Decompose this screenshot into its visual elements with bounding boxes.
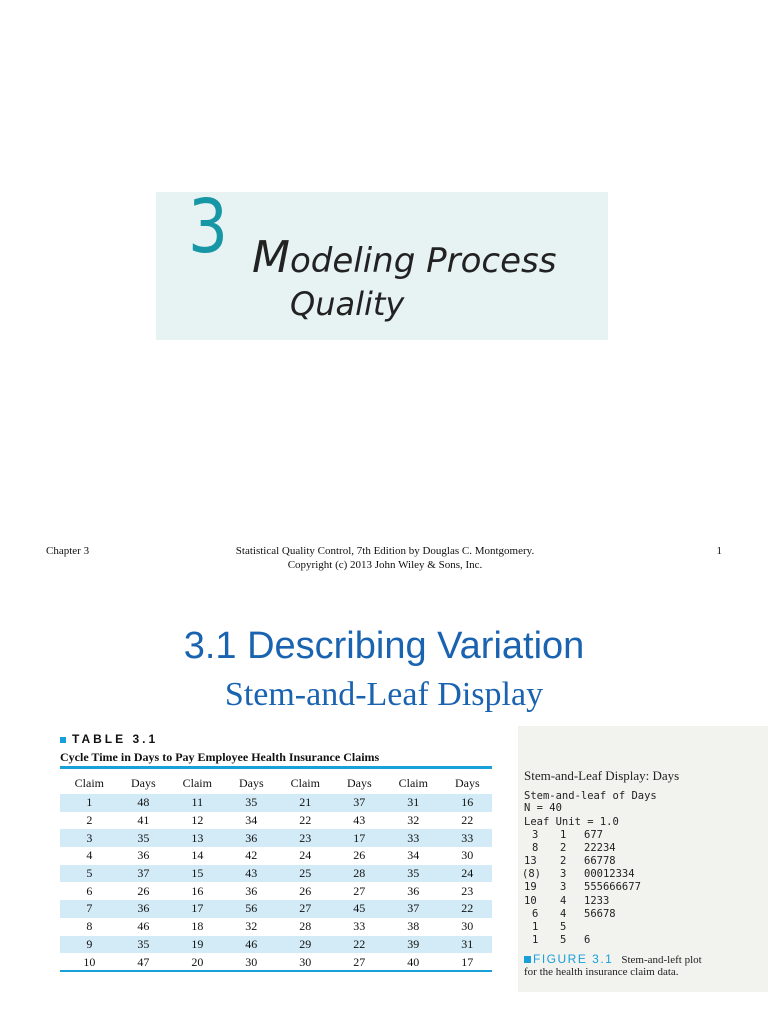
figure-label-marker: [524, 956, 531, 963]
claim-cell: 23: [276, 829, 335, 847]
stem-leaf-count: 3: [532, 829, 539, 841]
claim-cell: 24: [299, 848, 312, 863]
claim-cell: 30: [299, 954, 312, 969]
days-cell: 17: [335, 829, 384, 847]
claim-cell: 22: [299, 813, 312, 828]
days-cell: 34: [245, 813, 258, 828]
claim-cell: 2: [86, 813, 93, 828]
stem-leaf-stem: 3: [560, 881, 567, 894]
footer-citation: [160, 544, 610, 572]
footer-page-number: 1: [716, 545, 722, 557]
claim-cell: 6: [86, 883, 93, 898]
table-header-cell: Claim: [398, 775, 428, 790]
figure-label: FIGURE 3.1 Stem-and-left plot: [524, 952, 702, 966]
claim-cell: 15: [168, 865, 227, 883]
days-cell: 47: [137, 954, 150, 969]
claim-cell: 11: [168, 794, 227, 812]
days-cell: 56: [227, 900, 276, 918]
stem-leaf-count: 6: [532, 907, 539, 920]
claim-cell: 26: [299, 883, 312, 898]
days-cell: 22: [335, 936, 384, 954]
days-cell: 35: [119, 936, 168, 954]
claim-cell: 28: [299, 919, 312, 934]
claim-cell: 9: [60, 936, 119, 954]
stem-leaf-leaves: 56678: [584, 907, 616, 920]
table-header-cell: Claim: [290, 775, 320, 790]
stem-leaf-count: 19: [524, 881, 537, 894]
claim-cell: 4: [86, 848, 93, 863]
days-cell: 33: [443, 829, 492, 847]
stem-leaf-leaves: 677: [584, 829, 603, 841]
days-cell: 27: [353, 954, 366, 969]
days-cell: 37: [119, 865, 168, 883]
table-caption: Cycle Time in Days to Pay Employee Health Insurance Claims: [60, 750, 380, 764]
days-cell: 36: [119, 900, 168, 918]
days-cell: 46: [227, 936, 276, 954]
claim-cell: 1: [60, 794, 119, 812]
table-label-marker: [60, 737, 66, 743]
stem-leaf-count: 10: [524, 894, 537, 907]
stem-leaf-count: 1: [532, 933, 539, 946]
claim-cell: 10: [83, 954, 96, 969]
days-cell: 26: [137, 883, 150, 898]
table-top-rule: [60, 766, 492, 769]
stem-leaf-count: (8): [522, 868, 541, 881]
claim-cell: 35: [384, 865, 443, 883]
stem-leaf-leaves: 22234: [584, 842, 616, 855]
chapter-title-rest: odeling Process: [289, 241, 557, 281]
claim-cell: 5: [60, 865, 119, 883]
footer-chapter: Chapter 3: [46, 545, 90, 557]
claim-cell: 16: [191, 883, 204, 898]
stem-leaf-leaves: 6: [584, 933, 591, 946]
stem-leaf-stem: 4: [560, 894, 567, 907]
days-cell: 30: [245, 954, 258, 969]
days-cell: 32: [245, 919, 258, 934]
table-row: [60, 812, 492, 830]
days-cell: 22: [443, 900, 492, 918]
days-cell: 36: [137, 848, 150, 863]
days-cell: 45: [335, 900, 384, 918]
claim-cell: 18: [191, 919, 204, 934]
stem-leaf-stem: 4: [560, 907, 567, 920]
days-cell: 36: [227, 829, 276, 847]
table-header-cell: Claim: [182, 775, 212, 790]
table-row: [60, 953, 492, 971]
stem-leaf-stem: 3: [560, 868, 567, 881]
claim-cell: 7: [60, 900, 119, 918]
table-label: TABLE 3.1: [60, 732, 158, 746]
claims-table: [60, 772, 492, 971]
table-header-cell: Days: [454, 775, 480, 790]
claim-cell: 20: [191, 954, 204, 969]
table-header-cell: Claim: [74, 775, 104, 790]
stem-leaf-leaves: 00012334: [584, 868, 635, 881]
stem-leaf-count: 13: [524, 855, 537, 868]
days-cell: 30: [461, 919, 474, 934]
claim-cell: 17: [168, 900, 227, 918]
stem-leaf-leaves: 1233: [584, 894, 610, 907]
table-header-cell: Days: [346, 775, 372, 790]
claim-cell: 27: [276, 900, 335, 918]
table-row: [60, 847, 492, 865]
days-cell: 42: [245, 848, 258, 863]
claim-cell: 29: [276, 936, 335, 954]
figure-caption-line2: for the health insurance claim data.: [524, 966, 679, 978]
claim-cell: 14: [191, 848, 204, 863]
claim-cell: 31: [384, 794, 443, 812]
stem-leaf-leaves: 66778: [584, 855, 616, 868]
claim-cell: 38: [407, 919, 420, 934]
footer-citation-line2: Copyright (c) 2013 John Wiley & Sons, Inc.: [287, 559, 483, 571]
claim-cell: 36: [407, 883, 420, 898]
table-row: [60, 936, 492, 954]
days-cell: 37: [335, 794, 384, 812]
table-row: [60, 794, 492, 812]
claim-cell: 19: [168, 936, 227, 954]
days-cell: 36: [245, 883, 258, 898]
days-cell: 43: [353, 813, 366, 828]
chapter-number: 3: [188, 184, 227, 270]
claim-cell: 21: [276, 794, 335, 812]
days-cell: 26: [353, 848, 366, 863]
table-row: [60, 829, 492, 847]
claim-cell: 40: [407, 954, 420, 969]
claim-cell: 12: [191, 813, 204, 828]
days-cell: 35: [227, 794, 276, 812]
stem-leaf-count: 8: [532, 842, 539, 855]
days-cell: 24: [443, 865, 492, 883]
days-cell: 22: [461, 813, 474, 828]
days-cell: 46: [137, 919, 150, 934]
days-cell: 31: [443, 936, 492, 954]
days-cell: 35: [119, 829, 168, 847]
days-cell: 28: [335, 865, 384, 883]
section-subheading: Stem-and-Leaf Display: [224, 676, 544, 713]
stem-leaf-count: 1: [532, 920, 539, 933]
claim-cell: 39: [384, 936, 443, 954]
days-cell: 30: [461, 848, 474, 863]
stem-leaf-header-line: Stem-and-leaf of Days: [524, 790, 657, 802]
claim-cell: 33: [384, 829, 443, 847]
days-cell: 16: [443, 794, 492, 812]
days-cell: 41: [137, 813, 150, 828]
table-header-cell: Days: [238, 775, 264, 790]
stem-leaf-unit-line: Leaf Unit = 1.0: [524, 816, 619, 828]
days-cell: 48: [119, 794, 168, 812]
claim-cell: 37: [384, 900, 443, 918]
stem-leaf-title: Stem-and-Leaf Display: Days: [524, 768, 680, 783]
table-header-cell: Days: [130, 775, 156, 790]
table-row: [60, 918, 492, 936]
claim-cell: 13: [168, 829, 227, 847]
table-bottom-rule: [60, 970, 492, 972]
chapter-title-line2: Quality: [290, 285, 405, 323]
claim-cell: 8: [86, 919, 93, 934]
table-row: [60, 900, 492, 918]
stem-leaf-leaves: 555666677: [584, 881, 641, 894]
days-cell: 17: [461, 954, 474, 969]
stem-leaf-stem: 5: [560, 933, 567, 946]
table-header-row: [60, 772, 492, 794]
days-cell: 43: [227, 865, 276, 883]
stem-leaf-stem: 2: [560, 855, 567, 868]
claim-cell: 3: [60, 829, 119, 847]
claim-cell: 25: [276, 865, 335, 883]
days-cell: 33: [353, 919, 366, 934]
stem-leaf-stem: 1: [560, 829, 567, 841]
table-row: [60, 882, 492, 900]
table-row: [60, 865, 492, 883]
claim-cell: 34: [407, 848, 420, 863]
figure-caption-line1: Stem-and-left plot: [621, 954, 702, 966]
stem-leaf-stem: 2: [560, 842, 567, 855]
stem-leaf-stem: 5: [560, 920, 567, 933]
days-cell: 27: [353, 883, 366, 898]
stem-leaf-n-line: N = 40: [524, 802, 562, 814]
chapter-title-line1: [252, 232, 557, 283]
footer-citation-line1: Statistical Quality Control, 7th Edition by Douglas C. Montgomery.: [235, 545, 535, 557]
claim-cell: 32: [407, 813, 420, 828]
chapter-title-initial: M: [252, 232, 290, 283]
section-heading: 3.1 Describing Variation: [183, 625, 585, 667]
days-cell: 23: [461, 883, 474, 898]
